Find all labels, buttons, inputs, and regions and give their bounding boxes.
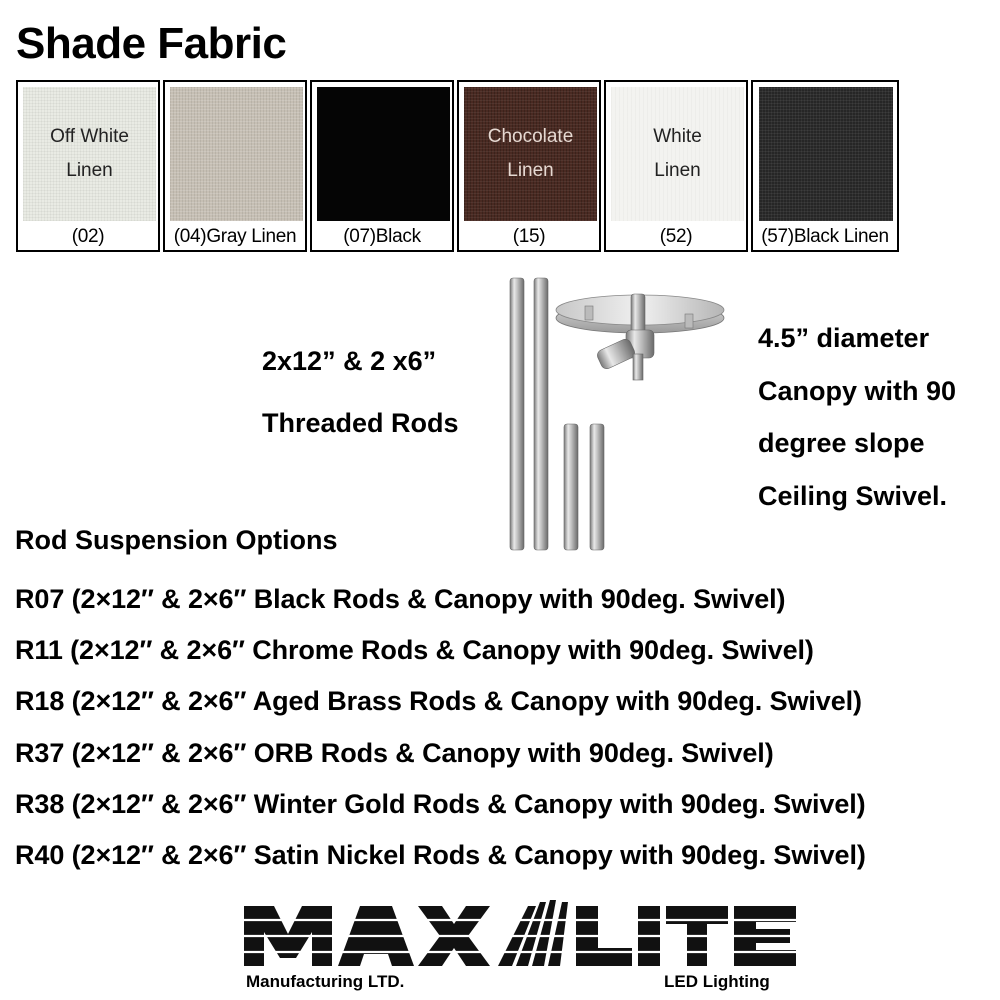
swatch-code: (02): [71, 226, 105, 247]
maxlite-logo: [240, 896, 800, 996]
swatch-name-line: Linen: [66, 160, 113, 181]
option-item: R40 (2×12″ & 2×6″ Satin Nickel Rods & Canopy with 90deg. Swivel): [15, 839, 866, 870]
rods-label-line: 2x12” & 2 x6”: [262, 346, 437, 376]
swatch-white-linen: [604, 80, 748, 252]
options-heading: Rod Suspension Options: [15, 525, 338, 555]
swatch-black-linen: [751, 80, 899, 252]
ceiling-canopy-swivel-icon: [556, 294, 724, 380]
option-item: R07 (2×12″ & 2×6″ Black Rods & Canopy with 90deg. Swivel): [15, 584, 786, 614]
swatch-code: (52): [659, 226, 693, 247]
swatch-texture: [759, 87, 893, 221]
swatch-texture: [317, 87, 450, 221]
swatch-name-line: White: [653, 126, 702, 147]
maxlite-wordmark-icon: [240, 896, 800, 970]
swatch-gray-linen: [163, 80, 307, 252]
option-item: R38 (2×12″ & 2×6″ Winter Gold Rods & Canopy with 90deg. Swivel): [15, 788, 866, 819]
canopy-label-line: degree slope: [758, 428, 925, 458]
logo-right-caption: LED Lighting: [664, 972, 770, 991]
swatch-code: (07)Black: [343, 226, 421, 247]
logo-left-caption: Manufacturing LTD.: [246, 972, 405, 991]
rod-suspension-options: [15, 574, 866, 881]
swatch-black: [310, 80, 454, 252]
option-item: R11 (2×12″ & 2×6″ Chrome Rods & Canopy with 90deg. Swivel): [15, 635, 814, 666]
swatch-name-line: Chocolate: [487, 126, 574, 147]
swatch-code: (57)Black Linen: [761, 226, 889, 247]
swatch-name-line: Off White: [50, 126, 129, 147]
canopy-label-line: Ceiling Swivel.: [758, 480, 948, 511]
swatch-texture: [170, 87, 303, 221]
swatch-code: (15): [512, 226, 546, 247]
option-item: R37 (2×12″ & 2×6″ ORB Rods & Canopy with 90deg. Swivel): [15, 737, 774, 768]
shade-fabric-swatches: [16, 80, 899, 252]
canopy-label-line: Canopy with 90: [758, 375, 957, 406]
rods-and-canopy-image: [500, 276, 730, 586]
option-item: R18 (2×12″ & 2×6″ Aged Brass Rods & Canopy with 90deg. Swivel): [15, 686, 862, 717]
canopy-label-line: 4.5” diameter: [758, 323, 930, 353]
swatch-texture: [464, 87, 597, 221]
rods-label: [262, 330, 459, 454]
rods-label-line: Threaded Rods: [262, 408, 459, 438]
swatch-chocolate-linen: [457, 80, 601, 252]
swatch-texture: [611, 87, 744, 221]
swatch-code: (04)Gray Linen: [173, 226, 297, 247]
page-title: Shade Fabric: [16, 19, 287, 68]
canopy-label: [758, 312, 956, 522]
swatch-name-line: Linen: [507, 160, 554, 181]
swatch-off-white-linen: [16, 80, 160, 252]
swatch-name-line: Linen: [654, 160, 701, 181]
swatch-texture: [23, 87, 156, 221]
